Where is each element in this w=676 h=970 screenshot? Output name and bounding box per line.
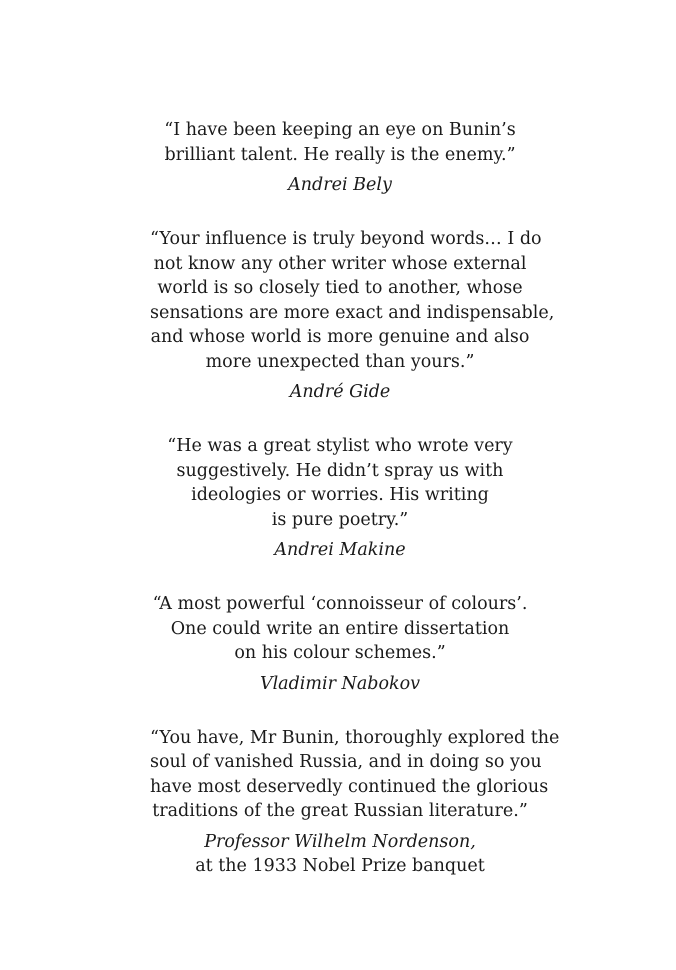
quote-line: “Your influence is truly beyond words… I do <box>150 229 542 249</box>
quote-author-note: at the 1933 Nobel Prize banquet <box>195 855 485 876</box>
quote-line: and whose world is more genuine and also <box>150 327 530 347</box>
quote-line: traditions of the great Russian literature.” <box>152 801 528 821</box>
quote-nordenson <box>150 726 560 878</box>
quote-line: is pure poetry.” <box>271 509 409 530</box>
quote-nabokov <box>150 592 530 696</box>
quotes-column <box>150 118 560 908</box>
quote-author: André Gide <box>289 382 391 402</box>
quote-line: brilliant talent. He really is the enemy.” <box>164 144 516 165</box>
quote-author: Vladimir Nabokov <box>259 673 421 694</box>
quote-line: One could write an entire dissertation <box>170 618 510 639</box>
quote-line: ideologies or worries. His writing <box>191 485 489 505</box>
quote-line: “A most powerful ‘connoisseur of colours’. <box>152 594 528 614</box>
quote-text <box>150 227 555 374</box>
quote-text <box>150 118 530 167</box>
quote-author: Andrei Bely <box>288 175 392 195</box>
quote-line: “I have been keeping an eye on Bunin’s <box>164 120 516 140</box>
quote-text <box>150 434 530 532</box>
quote-line: on his colour schemes.” <box>234 643 446 663</box>
quote-line: soul of vanished Russia, and in doing so you <box>150 752 542 772</box>
quote-bely <box>150 118 530 197</box>
quote-line: have most deservedly continued the glorious <box>150 776 549 797</box>
quote-line: more unexpected than yours.” <box>205 351 475 372</box>
quote-makine <box>150 434 530 562</box>
quote-text <box>150 726 560 824</box>
quote-author: Professor Wilhelm Nordenson, <box>204 831 476 852</box>
quote-line: suggestively. He didn’t spray us with <box>176 460 504 481</box>
quote-line: sensations are more exact and indispensable, <box>150 302 555 323</box>
quote-author: Andrei Makine <box>274 540 406 560</box>
quote-line: “You have, Mr Bunin, thoroughly explored the <box>150 727 560 748</box>
quote-line: “He was a great stylist who wrote very <box>167 436 513 456</box>
quote-line: world is so closely tied to another, whose <box>157 278 523 298</box>
quote-text <box>150 592 530 666</box>
quote-gide <box>150 227 555 404</box>
quote-line: not know any other writer whose external <box>153 253 527 274</box>
